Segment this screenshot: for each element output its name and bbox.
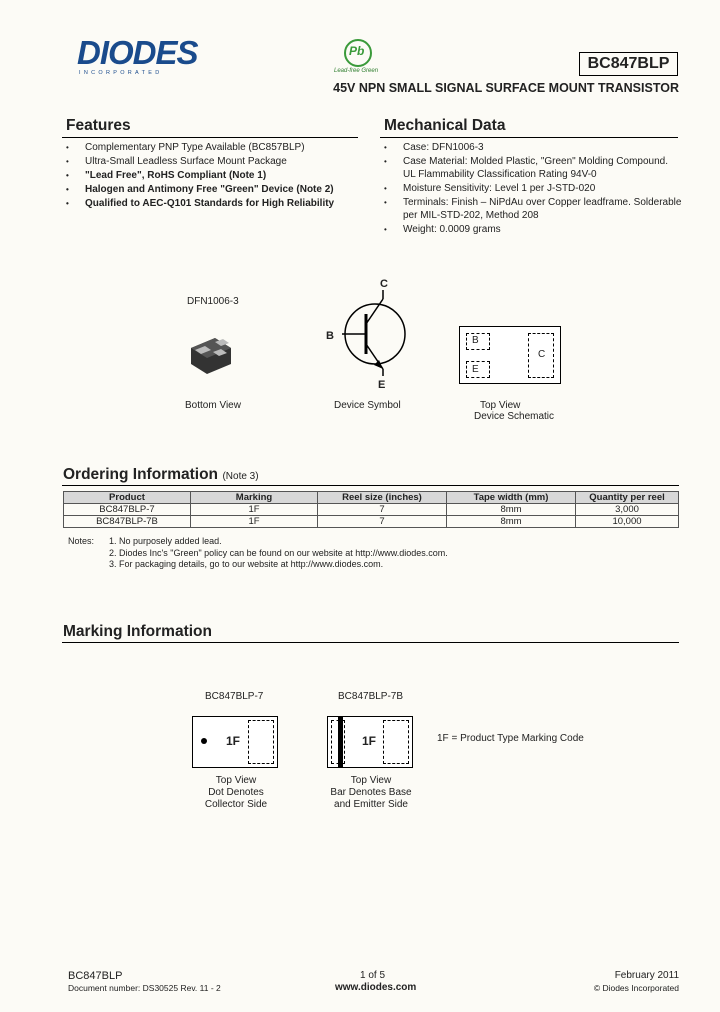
note-item: 1. No purposely added lead. [109, 536, 222, 546]
feature-item: • Complementary PNP Type Available (BC857BLP) [64, 141, 364, 154]
cell-reel-size: 7 [318, 516, 447, 528]
features-list-wrap [64, 141, 364, 211]
col-marking: Marking [191, 492, 318, 504]
marking-heading: Marking Information [63, 623, 212, 640]
ordering-rule [62, 485, 679, 486]
note-item: 3. For packaging details, go to our website at http://www.diodes.com. [109, 559, 384, 569]
features-rule [62, 137, 358, 138]
cell-tape-width: 8mm [447, 516, 576, 528]
caption-line: and Emitter Side [334, 799, 408, 810]
base-emitter-bar [338, 716, 343, 768]
cell-tape-width: 8mm [447, 504, 576, 516]
ordering-table [63, 491, 679, 528]
table-row [64, 516, 679, 528]
lead-free-symbol: Pb [349, 44, 365, 58]
feature-item: • Qualified to AEC-Q101 Standards for High Reliability [64, 197, 364, 210]
marking-right-caption [327, 775, 415, 811]
mechanical-item: • Moisture Sensitivity: Level 1 per J-STD-020 [382, 182, 682, 195]
footer-page: 1 of 5 [360, 970, 386, 981]
col-tape-width: Tape width (mm) [447, 492, 576, 504]
schematic-e-label: E [472, 364, 479, 375]
package-bottom-view-image [185, 330, 237, 380]
caption-line: Top View [350, 775, 392, 786]
top-view-caption: Top View [480, 400, 521, 411]
cell-product: BC847BLP-7B [64, 516, 191, 528]
note-item: 2. Diodes Inc's "Green" policy can be found on our website at http://www.diodes.com. [109, 547, 448, 558]
cell-marking: 1F [191, 516, 318, 528]
cell-quantity: 10,000 [576, 516, 679, 528]
footer-copyright: © Diodes Incorporated [593, 983, 679, 993]
pin-b-label: B [326, 330, 334, 342]
ordering-heading: Ordering Information [63, 466, 218, 483]
collector-dot [201, 738, 207, 744]
lead-free-label: Lead-free Green [334, 68, 379, 74]
bottom-view-caption: Bottom View [185, 400, 241, 411]
caption-line: Top View [215, 775, 257, 786]
features-list [64, 141, 364, 210]
col-product: Product [64, 492, 191, 504]
mechanical-item: • Case: DFN1006-3 [382, 141, 682, 154]
marking-right-part: BC847BLP-7B [338, 691, 404, 702]
cell-marking: 1F [191, 504, 318, 516]
footer-date: February 2011 [614, 970, 679, 981]
caption-line: Collector Side [204, 799, 268, 810]
ordering-header-row [64, 492, 679, 504]
caption-line: Bar Denotes Base [330, 787, 412, 798]
transistor-symbol-diagram [320, 272, 420, 397]
mechanical-item: • Terminals: Finish – NiPdAu over Copper leadframe. Solderable per MIL-STD-202, Method 208 [382, 196, 682, 222]
col-quantity: Quantity per reel [576, 492, 679, 504]
package-name-label: DFN1006-3 [187, 296, 239, 307]
mechanical-list [382, 141, 682, 236]
mechanical-rule [380, 137, 678, 138]
cell-product: BC847BLP-7 [64, 504, 191, 516]
feature-item: • Ultra-Small Leadless Surface Mount Package [64, 155, 364, 168]
schematic-c-label: C [538, 349, 546, 360]
schematic-b-label: B [472, 335, 479, 346]
ordering-heading-wrap [63, 466, 259, 484]
marking-left-caption [203, 775, 269, 811]
marking-left-code: 1F [226, 734, 241, 748]
col-reel-size: Reel size (inches) [318, 492, 447, 504]
pin-c-label: C [380, 278, 388, 290]
table-row [64, 504, 679, 516]
footer-doc-number: Document number: DS30525 Rev. 11 - 2 [68, 983, 221, 993]
feature-item: • Halogen and Antimony Free "Green" Device (Note 2) [64, 183, 364, 196]
feature-item: • "Lead Free", RoHS Compliant (Note 1) [64, 169, 364, 182]
ordering-note-ref: (Note 3) [222, 471, 259, 482]
notes-list [109, 536, 448, 571]
cell-quantity: 3,000 [576, 504, 679, 516]
part-number-box: BC847BLP [579, 52, 678, 76]
marking-right-code: 1F [362, 734, 377, 748]
mechanical-heading: Mechanical Data [384, 117, 506, 134]
mechanical-item: • Weight: 0.0009 grams [382, 223, 682, 236]
marking-left-part: BC847BLP-7 [205, 691, 264, 702]
footer-part: BC847BLP [68, 970, 123, 982]
features-heading: Features [66, 117, 131, 134]
device-schematic-caption: Device Schematic [474, 411, 555, 422]
marking-right-pad [383, 720, 409, 764]
footer-website[interactable]: www.diodes.com [335, 982, 417, 993]
mechanical-list-wrap [382, 141, 682, 237]
mechanical-item: • Case Material: Molded Plastic, "Green" Molding Compound. UL Flammability Classification Rating 94V-0 [382, 155, 682, 181]
cell-reel-size: 7 [318, 504, 447, 516]
company-logo-sub: INCORPORATED [79, 70, 163, 76]
device-symbol-caption: Device Symbol [334, 400, 401, 411]
company-logo: DIODES [77, 34, 198, 71]
pin-e-label: E [378, 379, 386, 391]
page-subtitle: 45V NPN SMALL SIGNAL SURFACE MOUNT TRANSISTOR [333, 81, 679, 95]
marking-rule [62, 642, 679, 643]
caption-line: Dot Denotes [208, 787, 264, 798]
marking-left-pad [248, 720, 274, 764]
marking-code-description: 1F = Product Type Marking Code [437, 733, 584, 744]
notes-label: Notes: [68, 536, 95, 546]
